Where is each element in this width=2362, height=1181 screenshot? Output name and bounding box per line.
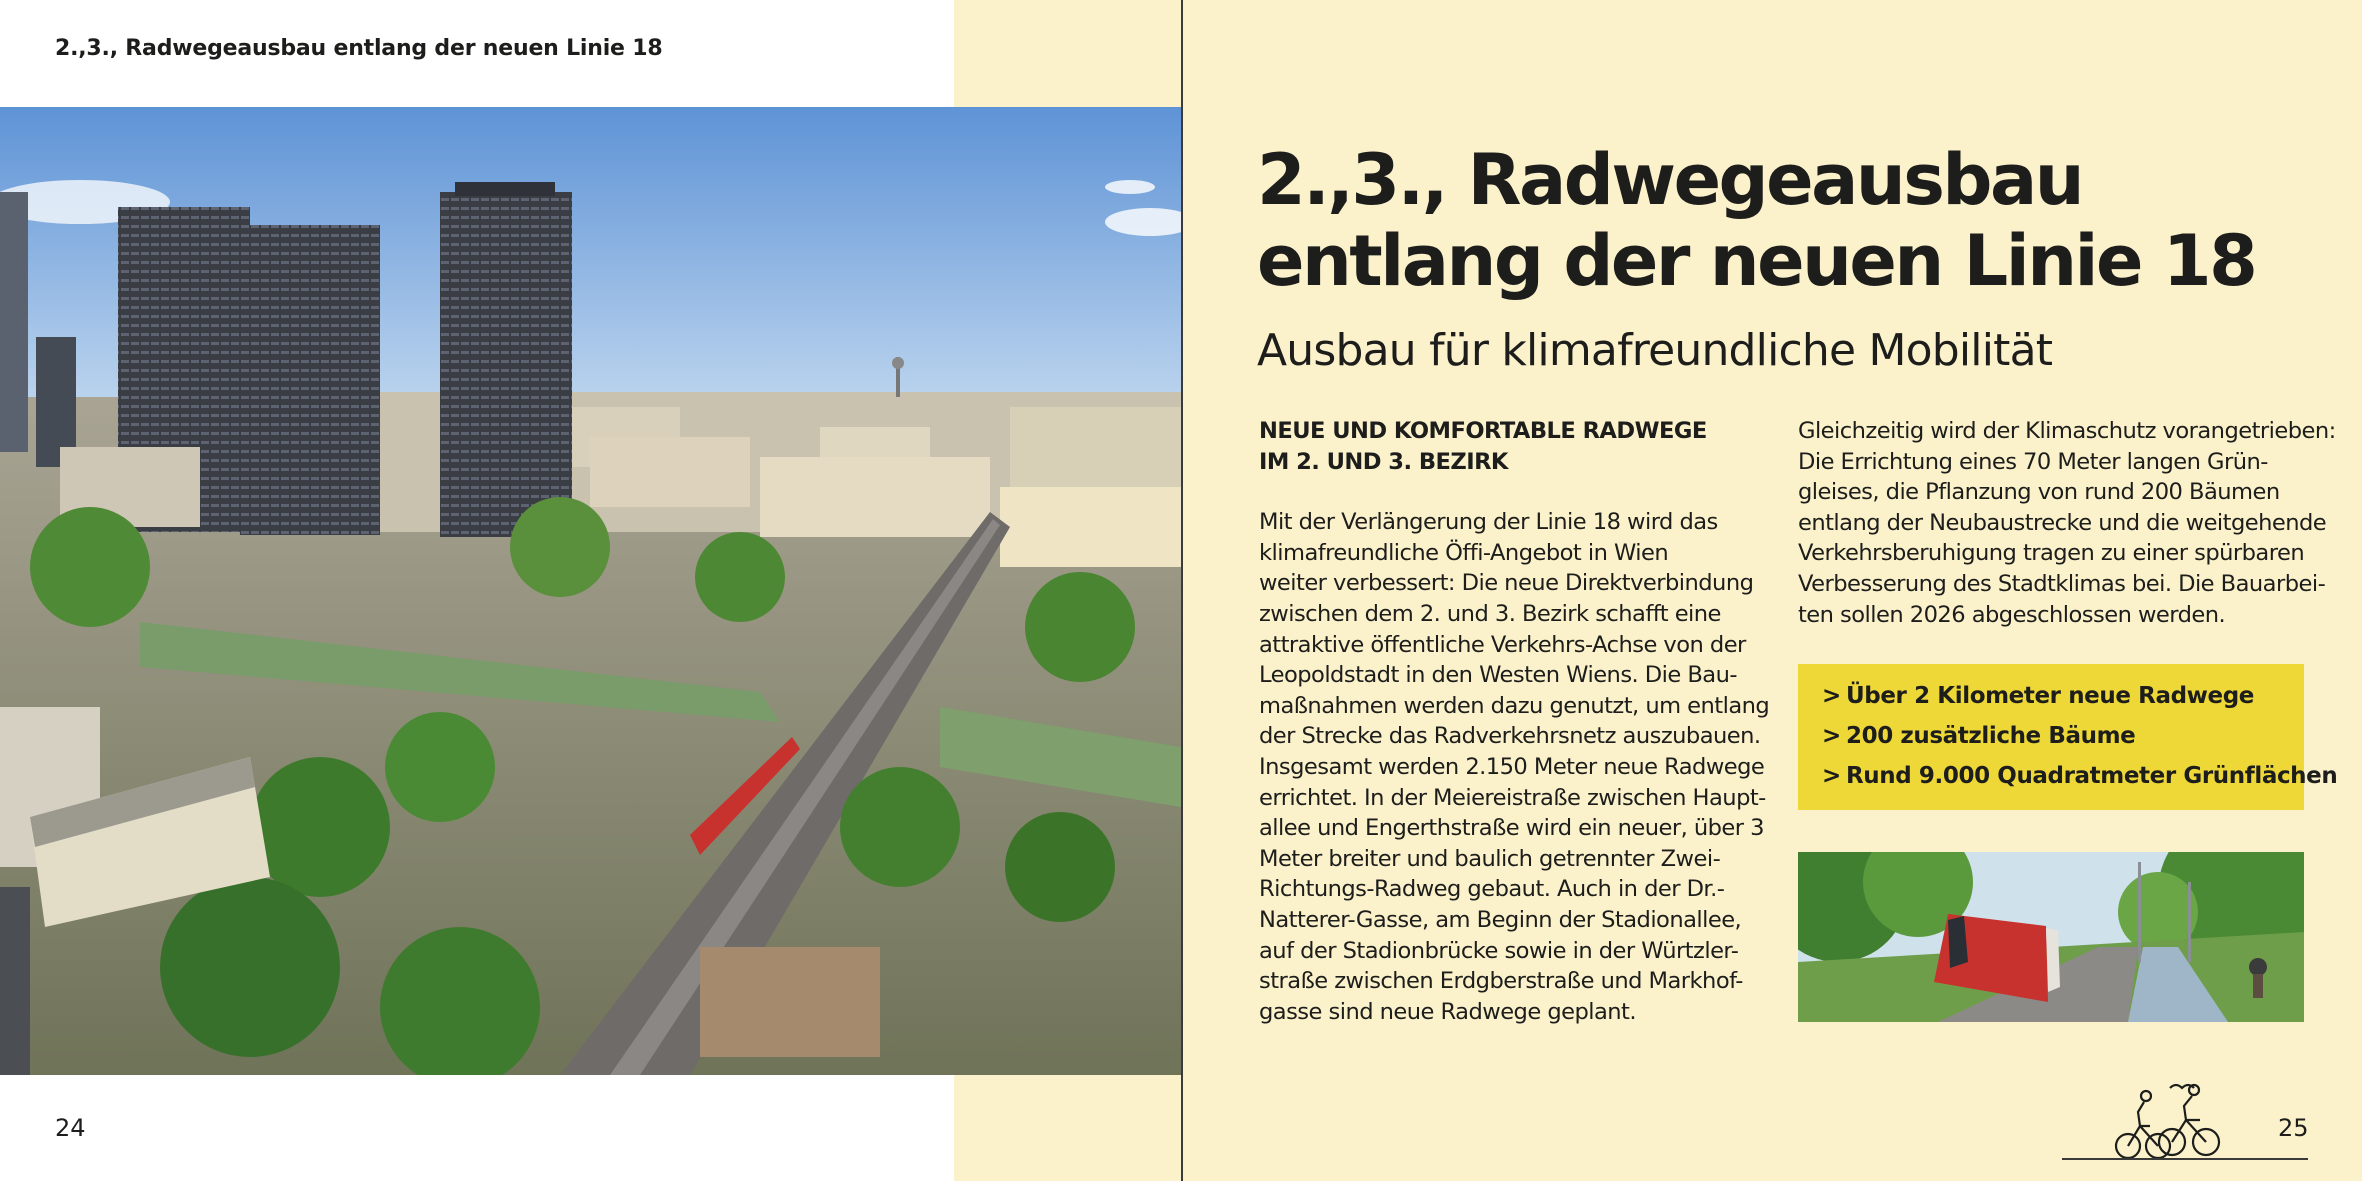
page-spine-divider xyxy=(1181,0,1183,1181)
body-line: gasse sind neue Radwege geplant. xyxy=(1259,998,1636,1025)
aerial-city-photo xyxy=(0,107,1181,1075)
body-line: errichtet. In der Meiereistraße zwischen Haupt- xyxy=(1259,784,1766,811)
section-heading-line: IM 2. UND 3. BEZIRK xyxy=(1259,448,1508,475)
callout-item-text: Über 2 Kilometer neue Radwege xyxy=(1846,683,2254,709)
facts-callout-box xyxy=(1798,664,2338,810)
chevron-right-icon: > xyxy=(1822,763,1841,789)
body-line: Die Errichtung eines 70 Meter langen Grün- xyxy=(1798,448,2268,475)
body-line: Mit der Verlängerung der Linie 18 wird das xyxy=(1259,509,1718,536)
body-line: auf der Stadionbrücke sowie in der Würtzler- xyxy=(1259,937,1739,964)
body-line: der Strecke das Radverkehrsnetz auszubauen. xyxy=(1259,723,1761,750)
body-line: Verbesserung des Stadtklimas bei. Die Bauarbei- xyxy=(1798,570,2326,597)
body-line: ten sollen 2026 abgeschlossen werden. xyxy=(1798,601,2226,628)
body-line: attraktive öffentliche Verkehrs-Achse von der xyxy=(1259,631,1746,658)
cyclists-icon xyxy=(2110,1082,2222,1162)
section-heading-line: NEUE UND KOMFORTABLE RADWEGE xyxy=(1259,418,1707,444)
body-line: allee und Engerthstraße wird ein neuer, über 3 xyxy=(1259,815,1764,842)
title-line: entlang der neuen Linie 18 xyxy=(1257,220,2256,302)
body-line: Leopoldstadt in den Westen Wiens. Die Bau- xyxy=(1259,662,1737,689)
body-line: entlang der Neubaustrecke und die weitgehende xyxy=(1798,509,2327,536)
body-line: straße zwischen Erdgberstraße und Markhof- xyxy=(1259,968,1743,995)
body-line: zwischen dem 2. und 3. Bezirk schafft eine xyxy=(1259,600,1721,627)
left-text-column xyxy=(1259,416,1779,1027)
right-text-column xyxy=(1798,416,2336,630)
body-line: weiter verbessert: Die neue Direktverbindung xyxy=(1259,570,1754,597)
body-line: Verkehrsberuhigung tragen zu einer spürbaren xyxy=(1798,540,2305,567)
body-line: Insgesamt werden 2.150 Meter neue Radwege xyxy=(1259,753,1765,780)
body-line: Richtungs-Radweg gebaut. Auch in der Dr.- xyxy=(1259,876,1725,903)
section-heading xyxy=(1259,416,1779,477)
running-head: 2.,3., Radwegeausbau entlang der neuen Linie 18 xyxy=(55,36,663,61)
body-line: gleises, die Pflanzung von rund 200 Bäumen xyxy=(1798,479,2280,506)
body-line: klimafreundliche Öffi-Angebot in Wien xyxy=(1259,539,1669,566)
body-line: Meter breiter und baulich getrennter Zwei- xyxy=(1259,845,1721,872)
body-line: Natterer-Gasse, am Beginn der Stadionallee, xyxy=(1259,906,1742,933)
page-number-right: 25 xyxy=(2278,1114,2309,1142)
title-line: 2.,3., Radwegeausbau xyxy=(1257,139,2083,221)
page-subtitle: Ausbau für klimafreundliche Mobilität xyxy=(1257,325,2053,376)
footer-rule xyxy=(2062,1158,2308,1160)
callout-item-text: Rund 9.000 Quadratmeter Grünflächen xyxy=(1846,763,2338,789)
body-line: Gleichzeitig wird der Klimaschutz vorangetrieben: xyxy=(1798,418,2336,444)
callout-item xyxy=(1822,756,2338,796)
callout-item-text: 200 zusätzliche Bäume xyxy=(1846,723,2136,749)
body-line: maßnahmen werden dazu genutzt, um entlang xyxy=(1259,692,1770,719)
callout-item xyxy=(1822,676,2304,716)
body-paragraph xyxy=(1259,507,1779,1027)
callout-item xyxy=(1822,716,2304,756)
tram-rendering-photo xyxy=(1798,852,2304,1022)
page-title xyxy=(1257,140,2337,302)
chevron-right-icon: > xyxy=(1822,723,1841,749)
page-number-left: 24 xyxy=(55,1114,86,1142)
chevron-right-icon: > xyxy=(1822,683,1841,709)
